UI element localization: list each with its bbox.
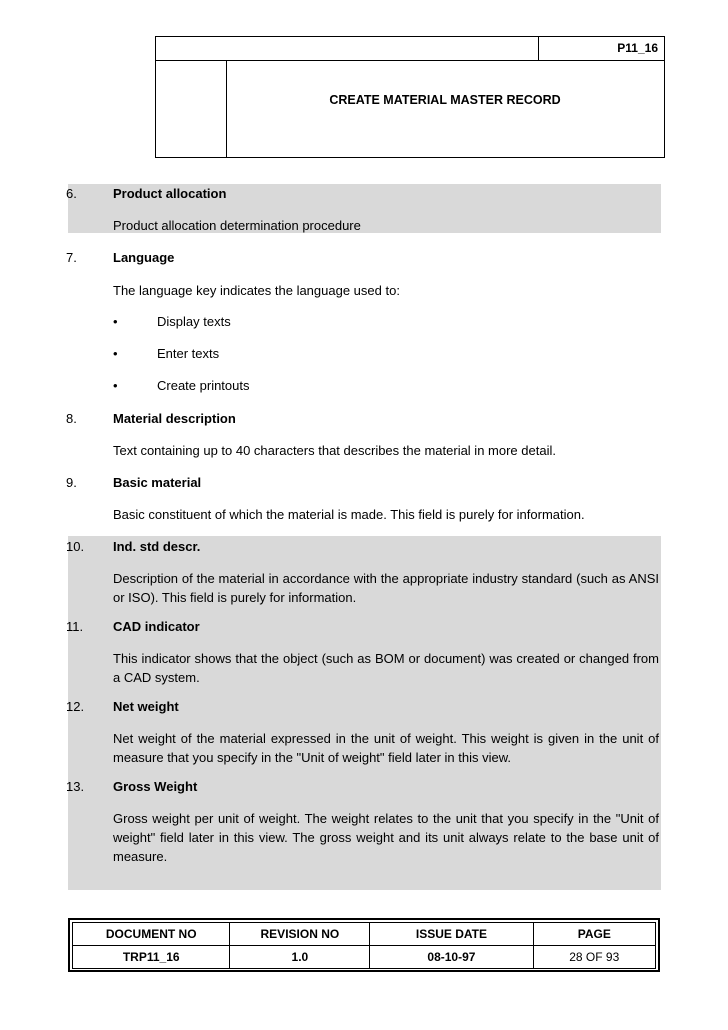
footer-table (72, 922, 656, 969)
section-number: 9. (66, 475, 77, 490)
header-divider-h (156, 60, 664, 61)
section-number: 11. (66, 619, 84, 634)
revision-number: 1.0 (230, 946, 370, 969)
doc-code: P11_16 (538, 37, 664, 60)
section-number: 12. (66, 699, 85, 714)
band (0, 466, 728, 536)
section-text: This indicator shows that the object (such as BOM or document) was created or changed from a CAD system. (113, 651, 659, 685)
section-heading: Basic material (113, 475, 202, 490)
section-text: Text containing up to 40 characters that describes the material in more detail. (113, 443, 556, 458)
footer-label: DOCUMENT NO (73, 923, 230, 946)
bullet-icon: • (113, 314, 118, 329)
band (0, 242, 728, 400)
bullet-icon: • (113, 378, 118, 393)
section-text: Gross weight per unit of weight. The weight relates to the unit that you specify in the "Unit of weight" field later in this view. The gross weight and its unit always relate to the base unit of measure. (113, 811, 659, 864)
section-heading: Ind. std descr. (113, 539, 201, 554)
section-text: Product allocation determination procedure (113, 218, 361, 233)
section-heading: Product allocation (113, 186, 227, 201)
section-text: Basic constituent of which the material is made. This field is purely for information. (113, 507, 585, 522)
footer-label: ISSUE DATE (370, 923, 533, 946)
section-heading: Gross Weight (113, 779, 198, 794)
issue-date: 08-10-97 (370, 946, 533, 969)
footer-label-row (73, 923, 656, 946)
section-heading: CAD indicator (113, 619, 200, 634)
footer-label: PAGE (533, 923, 655, 946)
section-heading: Net weight (113, 699, 179, 714)
footer-label: REVISION NO (230, 923, 370, 946)
section-heading: Material description (113, 411, 236, 426)
list-item: Enter texts (157, 346, 220, 361)
list-item: Display texts (157, 314, 231, 329)
section-number: 10. (66, 539, 85, 554)
header-divider-v (226, 60, 227, 157)
document-number: TRP11_16 (73, 946, 230, 969)
section-text: Description of the material in accordance with the appropriate industry standard (such as ANSI or ISO). This field is purely for information. (113, 571, 659, 605)
section-number: 13. (66, 779, 85, 794)
list-item: Create printouts (157, 378, 250, 393)
bullet-icon: • (113, 346, 118, 361)
footer-value-row (73, 946, 656, 969)
section-text: Net weight of the material expressed in the unit of weight. This weight is given in the unit of measure that you specify in the "Unit of weight" field later in this view. (113, 731, 659, 765)
section-number: 6. (66, 186, 77, 201)
section-number: 7. (66, 250, 77, 265)
section-text: The language key indicates the language used to: (113, 283, 400, 298)
section-number: 8. (66, 411, 77, 426)
document-footer (68, 918, 660, 972)
section-heading: Language (113, 250, 175, 265)
page-title: CREATE MATERIAL MASTER RECORD (329, 93, 561, 107)
document-header (155, 36, 665, 158)
page-number: 28 OF 93 (533, 946, 655, 969)
